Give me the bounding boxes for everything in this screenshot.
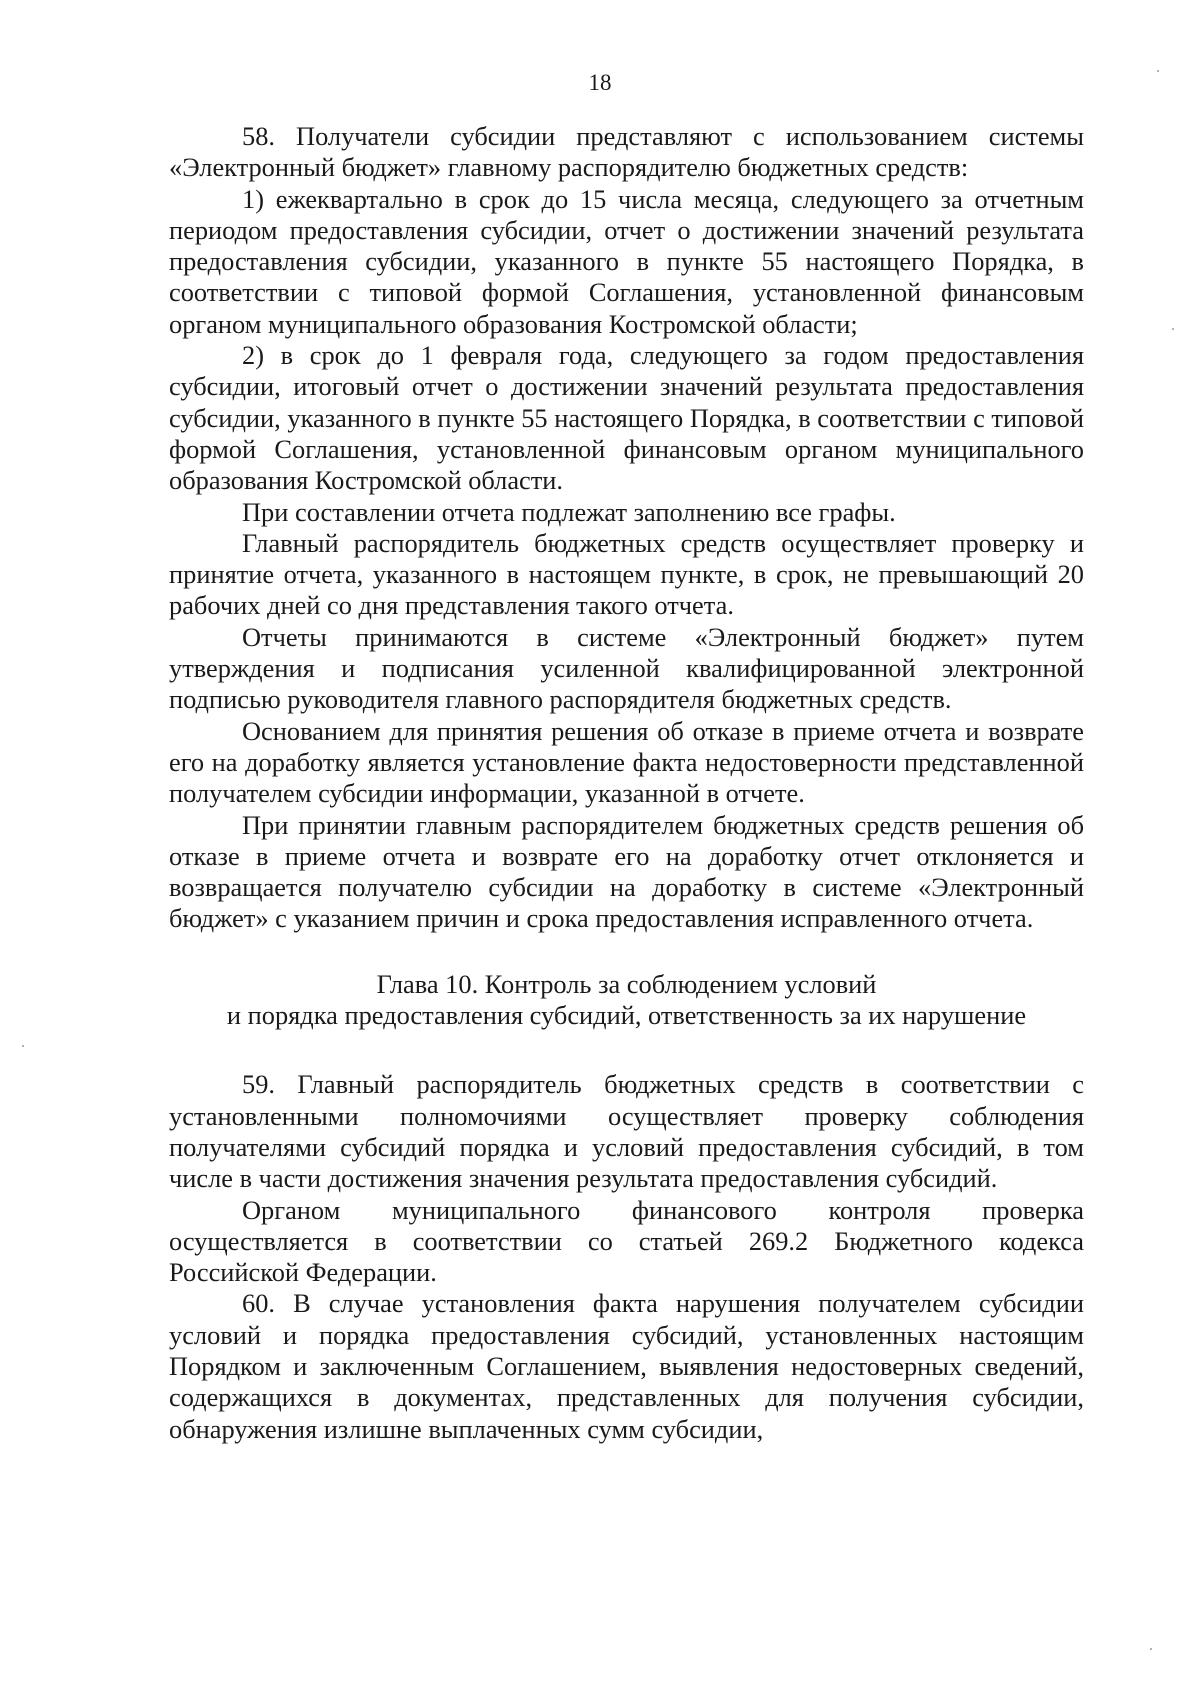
section-58-paragraph: Отчеты принимаются в системе «Электронный бюджет» путем утверждения и подписания усиленной квалифицированной электронной подписью руководителя главного распорядителя бюджетных средств. <box>169 621 1084 715</box>
section-58-paragraph: При составлении отчета подлежат заполнению все графы. <box>242 496 896 527</box>
scan-speck <box>22 1045 24 1047</box>
section-58-paragraph: Главный распорядитель бюджетных средств осуществляет проверку и принятие отчета, указанного в настоящем пункте, в срок, не превышающий 20 рабочих дней со дня представления такого отчета. <box>169 527 1084 621</box>
chapter-heading <box>169 969 1084 1032</box>
scan-speck <box>1150 1648 1152 1650</box>
scan-speck <box>1172 328 1174 330</box>
section-58-item-2: 2) в срок до 1 февраля года, следующего за годом предоставления субсидии, итоговый отчет о достижении значений результата предоставления субсидии, указанного в пункте 55 настоящего Порядка, в соответствии с типовой формой Соглашения, установленной финансовым органом муниципального образования Костромской области. <box>169 340 1084 496</box>
section-58-intro: 58. Получатели субсидии представляют с использованием системы «Электронный бюджет» главному распорядителю бюджетных средств: <box>169 121 1084 183</box>
page-number: 18 <box>588 70 612 95</box>
section-59-paragraph: Органом муниципального финансового контроля проверка осуществляется в соответствии со статьей 269.2 Бюджетного кодекса Российской Федерации. <box>169 1194 1084 1288</box>
section-58-paragraph: При принятии главным распорядителем бюджетных средств решения об отказе в приеме отчета и возврате его на доработку отчет отклоняется и возвращается получателю субсидии на доработку в системе «Электронный бюджет» с указанием причин и срока предоставления исправленного отчета. <box>169 809 1084 934</box>
section-58-item-1: 1) ежеквартально в срок до 15 числа месяца, следующего за отчетным периодом предоставления субсидии, отчет о достижении значений результата предоставления субсидии, указанного в пункте 55 настоящего Порядка, в соответствии с типовой формой Соглашения, установленной финансовым органом муниципального образования Костромской области; <box>169 183 1084 339</box>
scan-speck <box>1157 70 1159 72</box>
section-60: 60. В случае установления факта нарушения получателем субсидии условий и порядка предоставления субсидий, установленных настоящим Порядком и заключенным Соглашением, выявления недостоверных сведений, содержащихся в документах, представленных для получения субсидии, обнаружения излишне выплаченных сумм субсидии, <box>169 1288 1084 1444</box>
document-body <box>169 121 1084 1445</box>
chapter-title-line-2: и порядка предоставления субсидий, ответственность за их нарушение <box>226 1000 1027 1031</box>
section-58-paragraph: Основанием для принятия решения об отказе в приеме отчета и возврате его на доработку является установление факта недостоверности представленной получателем субсидии информации, указанной в отчете. <box>169 715 1084 809</box>
chapter-title-line-1: Глава 10. Контроль за соблюдением условий <box>376 968 877 999</box>
section-59: 59. Главный распорядитель бюджетных средств в соответствии с установленными полномочиями осуществляет проверку соблюдения получателями субсидий порядка и условий предоставления субсидий, в том числе в части достижения значения результата предоставления субсидий. <box>169 1069 1084 1194</box>
